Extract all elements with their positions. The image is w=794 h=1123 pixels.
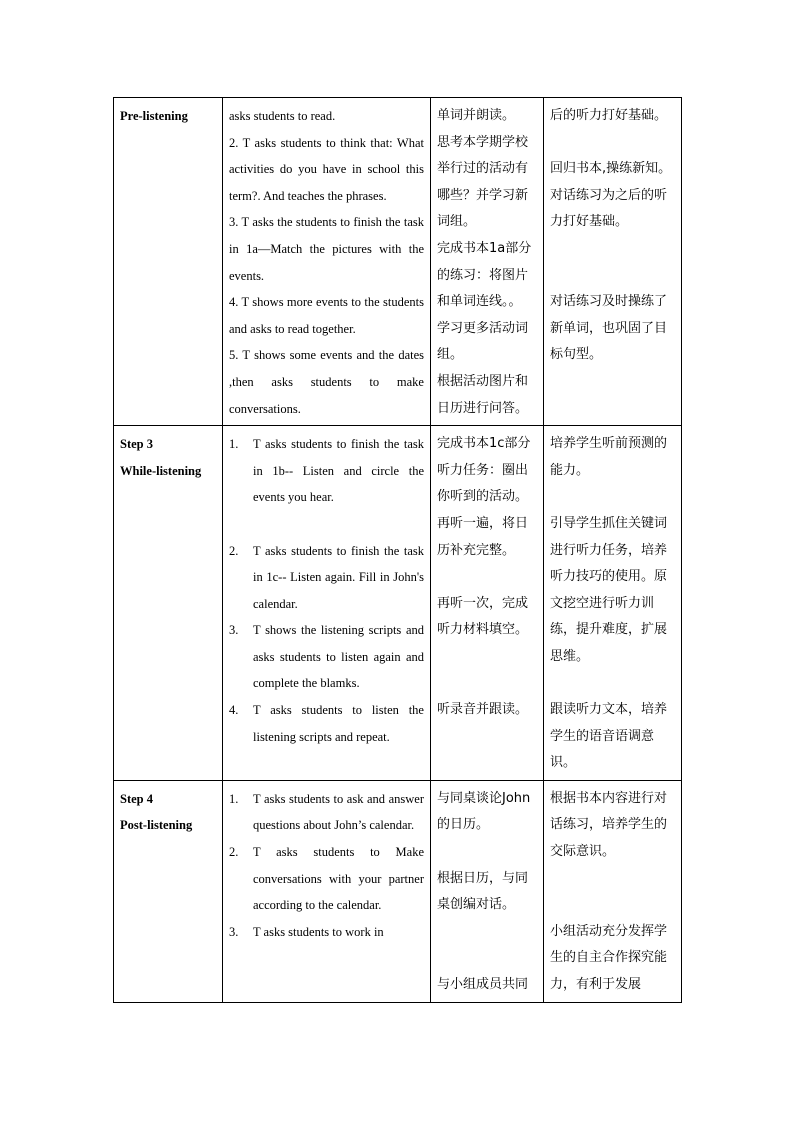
step-cell — [114, 426, 223, 781]
activity-item: 2. T asks students to finish the task in 1c-- Listen again. Fill in John's calendar. — [229, 543, 424, 611]
activity-item: 3. T asks students to work in — [229, 924, 384, 939]
step-name: Post-listening — [120, 818, 193, 833]
purpose-cell — [544, 98, 682, 426]
activity-item: 3. T asks the students to finish the task in 1a—Match the pictures with the events. — [229, 215, 424, 283]
activity-item: 1. T asks students to finish the task in 1b-- Listen and circle the events you hear. — [229, 437, 424, 505]
step-cell — [114, 98, 223, 426]
activities-cell — [223, 98, 431, 426]
step-number: Step 3 — [120, 437, 153, 452]
student-activity: 与同桌谈论John的日历。 — [437, 790, 531, 833]
lesson-plan-table — [113, 97, 682, 1003]
purpose-text: 小组活动充分发挥学生的自主合作探究能力，有利于发展 — [550, 923, 668, 992]
purpose-text: 根据书本内容进行对话练习，培养学生的交际意识。 — [550, 790, 668, 860]
student-activity: 完成书本1c部分听力任务：圈出你听到的活动。 — [437, 436, 531, 505]
student-activity: 再听一遍，将日历补充完整。 — [437, 515, 529, 558]
student-activity: 听录音并跟读。 — [437, 702, 529, 718]
step-name: Pre-listening — [120, 109, 188, 123]
student-activity: 单词并朗读。 — [437, 108, 516, 123]
purpose-text: 引导学生抓住关键词进行听力任务，培养听力技巧的使用。原文挖空进行听力训练，提升难度，扩展思维。 — [550, 515, 668, 664]
student-activity: 完成书本1a部分的练习：将图片和单词连线。。 — [437, 240, 532, 310]
student-activity-cell — [431, 780, 544, 1002]
activity-item: 4. T asks students to listen the listening scripts and repeat. — [229, 703, 424, 744]
purpose-text: 培养学生听前预测的能力。 — [550, 436, 668, 478]
activity-item: 4. T shows more events to the students and asks to read together. — [229, 295, 424, 336]
purpose-text: 跟读听力文本，培养学生的语音语调意识。 — [550, 702, 668, 771]
student-activity: 根据活动图片和日历进行问答。 — [437, 373, 529, 416]
student-activity: 根据日历，与同桌创编对话。 — [437, 870, 529, 913]
activity-item: asks students to read. — [229, 109, 336, 123]
student-activity: 与小组成员共同 — [437, 977, 529, 992]
activities-cell — [223, 780, 431, 1002]
purpose-cell — [544, 426, 682, 781]
purpose-cell — [544, 780, 682, 1002]
table-row — [114, 426, 682, 781]
activity-item: 1. T asks students to ask and answer questions about John’s calendar. — [229, 791, 424, 833]
activity-item: 5. T shows some events and the dates ,then asks students to make conversations. — [229, 348, 424, 416]
table-row — [114, 780, 682, 1002]
table-row — [114, 98, 682, 426]
student-activity-cell — [431, 426, 544, 781]
step-cell — [114, 780, 223, 1002]
purpose-text: 回归书本,操练新知。对话练习为之后的听力打好基础。 — [550, 161, 672, 230]
step-name: While-listening — [120, 463, 202, 478]
step-number: Step 4 — [120, 791, 153, 806]
student-activity: 学习更多活动词组。 — [437, 320, 529, 363]
purpose-text: 对话练习及时操练了新单词，也巩固了目标句型。 — [550, 294, 668, 363]
student-activity-cell — [431, 98, 544, 426]
activity-item: 2. T asks students to Make conversations with your partner according to the calendar. — [229, 845, 424, 913]
student-activity: 思考本学期学校举行过的活动有哪些？并学习新词组。 — [437, 134, 529, 230]
activity-item: 3. T shows the listening scripts and asks students to listen again and complete the blamks. — [229, 623, 424, 691]
activity-item: 2. T asks students to think that: What activities do you have in school this term?. And teaches the phrases. — [229, 135, 424, 203]
purpose-text: 后的听力打好基础。 — [550, 108, 668, 123]
student-activity: 再听一次，完成听力材料填空。 — [437, 595, 529, 638]
activities-cell — [223, 426, 431, 781]
